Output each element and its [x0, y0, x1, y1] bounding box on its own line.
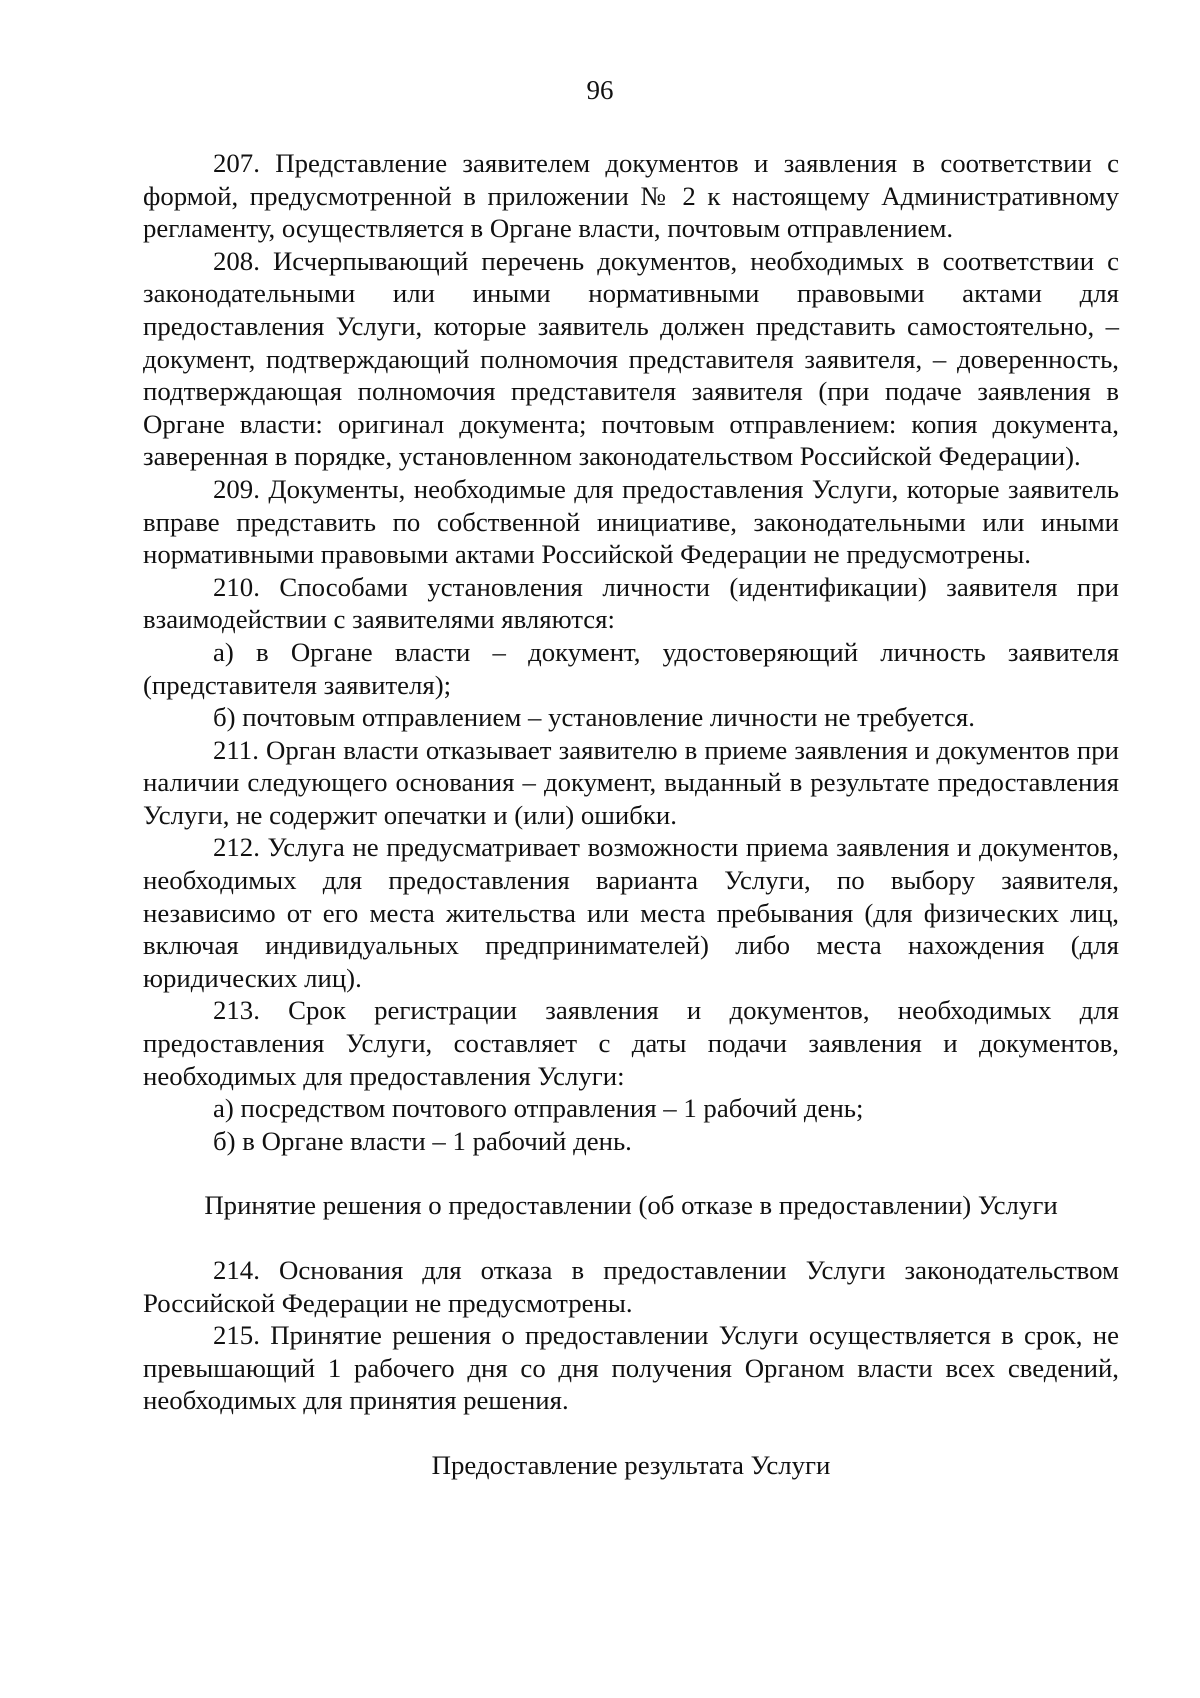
paragraph-215: 215. Принятие решения о предоставлении Услуги осуществляется в срок, не превышающий 1 рабочего дня со дня получения Органом власти всех сведений, необходимых для принятия решения. — [143, 1320, 1119, 1416]
paragraph-213-a: а) посредством почтового отправления – 1 рабочий день; — [213, 1093, 864, 1124]
paragraph-213-b: б) в Органе власти – 1 рабочий день. — [213, 1125, 632, 1156]
document-body — [143, 147, 1119, 1482]
paragraph-212: 212. Услуга не предусматривает возможности приема заявления и документов, необходимых для предоставления варианта Услуги, по выбору заявителя, независимо от его места жительства или места пребывания (для физических лиц, включая индивидуальных предпринимателей) либо места нахождения (для юридических лиц). — [143, 832, 1119, 993]
paragraph-210-a: а) в Органе власти – документ, удостоверяющий личность заявителя (представителя заявителя); — [143, 636, 1119, 700]
paragraph-209: 209. Документы, необходимые для предоставления Услуги, которые заявитель вправе представить по собственной инициативе, законодательными или иными нормативными правовыми актами Российской Федерации не предусмотрены. — [143, 473, 1119, 570]
paragraph-211: 211. Орган власти отказывает заявителю в приеме заявления и документов при наличии следующего основания – документ, выданный в результате предоставления Услуги, не содержит опечатки и (или) ошибки. — [143, 734, 1119, 830]
paragraph-208: 208. Исчерпывающий перечень документов, необходимых в соответствии с законодательными или иными нормативными правовыми актами для предоставления Услуги, которые заявитель должен представить самостоятельно, – документ, подтверждающий полномочия представителя заявителя, – доверенность, подтверждающая полномочия представителя заявителя (при подаче заявления в Органе власти: оригинал документа; почтовым отправлением: копия документа, заверенная в порядке, установленном законодательством Российской Федерации). — [143, 245, 1119, 472]
section-heading-result: Предоставление результата Услуги — [431, 1449, 831, 1480]
paragraph-207: 207. Представление заявителем документов и заявления в соответствии с формой, предусмотренной в приложении № 2 к настоящему Административному регламенту, осуществляется в Органе власти, почтовым отправлением. — [143, 148, 1119, 244]
paragraph-210-b: б) почтовым отправлением – установление личности не требуется. — [213, 702, 975, 733]
page-number: 96 — [586, 75, 614, 105]
section-heading-decision: Принятие решения о предоставлении (об отказе в предоставлении) Услуги — [204, 1190, 1058, 1221]
paragraph-210: 210. Способами установления личности (идентификации) заявителя при взаимодействии с заявителями являются: — [143, 571, 1119, 635]
paragraph-213: 213. Срок регистрации заявления и документов, необходимых для предоставления Услуги, составляет с даты подачи заявления и документов, необходимых для предоставления Услуги: — [143, 995, 1119, 1091]
paragraph-214: 214. Основания для отказа в предоставлении Услуги законодательством Российской Федерации не предусмотрены. — [143, 1255, 1119, 1318]
